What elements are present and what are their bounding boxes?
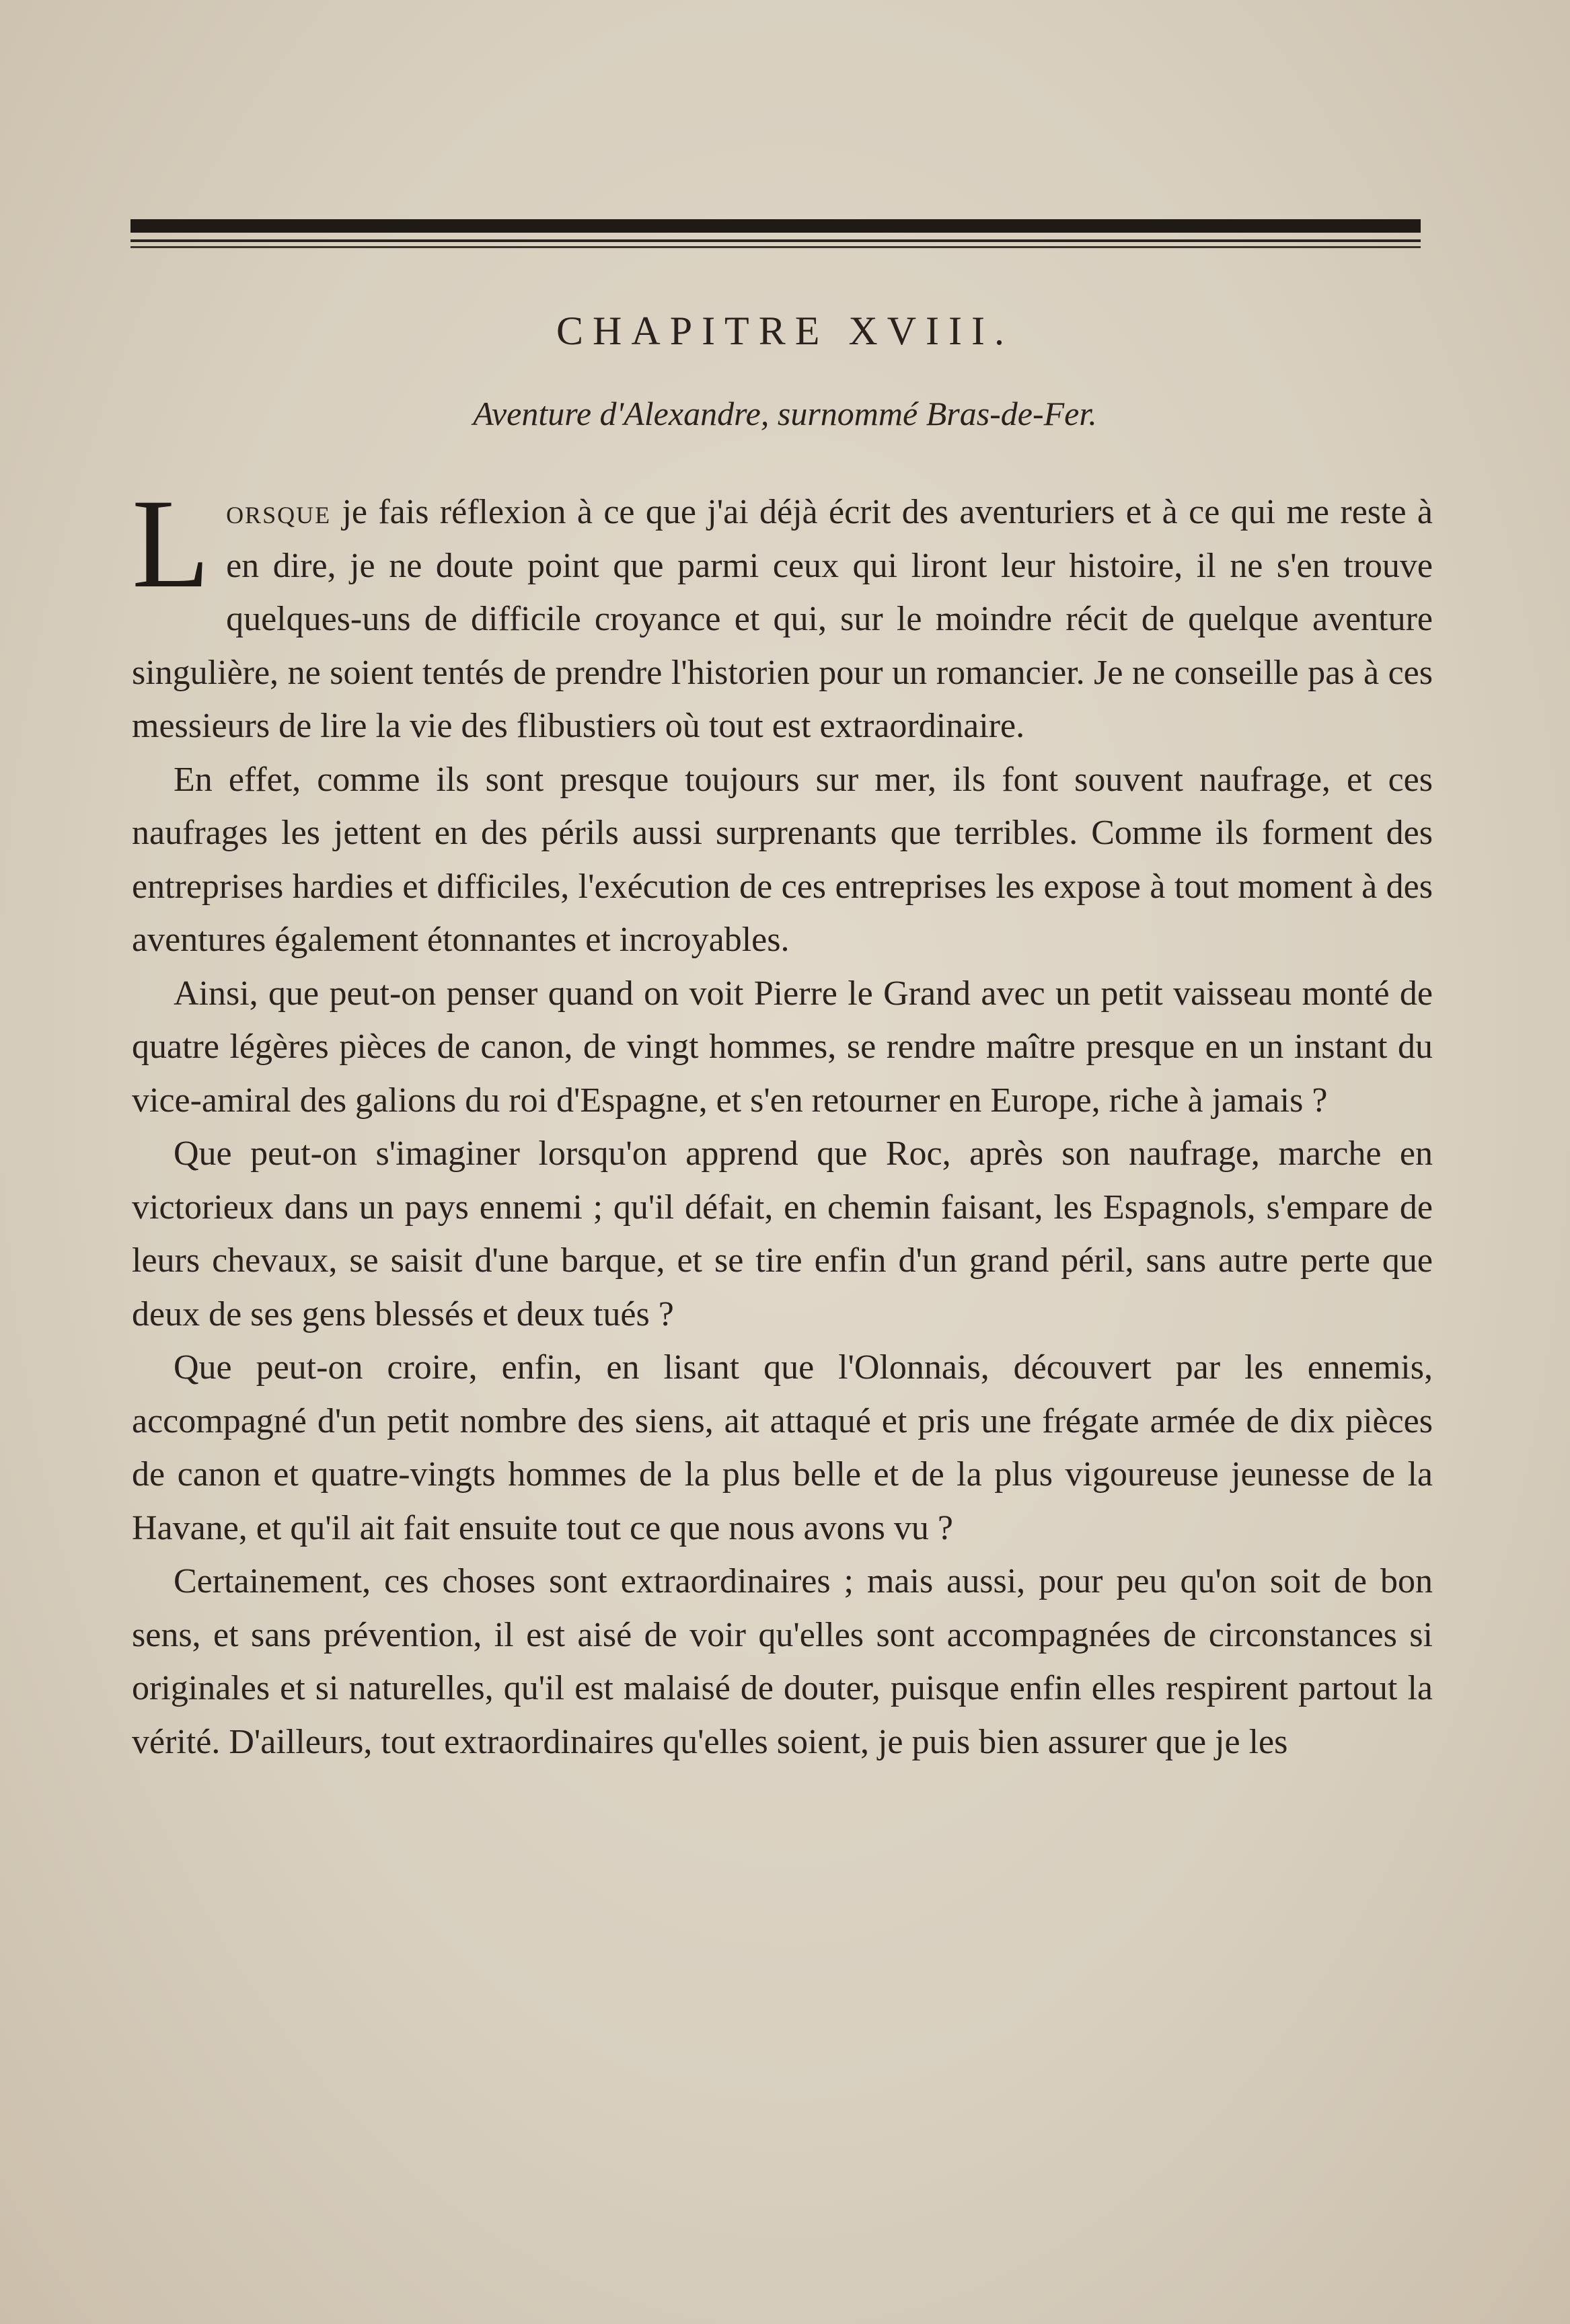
chapter-subtitle: Aventure d'Alexandre, surnommé Bras-de-Fer. <box>473 395 1097 432</box>
paragraph-2: En effet, comme ils sont presque toujours sur mer, ils font souvent naufrage, et ces naufrages les jettent en des périls aussi surprenants que terribles. Comme ils forment des entreprises hardies et difficiles, l'exécution de ces entreprises les expose à tout moment à des aventures également étonnantes et incroyables. <box>132 760 1433 959</box>
paragraph-1-text: je fais réflexion à ce que j'ai déjà écrit des aventuriers et à ce qui me reste à en dire, je ne doute point que parmi ceux qui liront leur histoire, il ne s'en trouve quelques-uns de difficile croyance et qui, sur le moindre récit de quelque aventure singulière, ne soient tentés de prendre l'historien pour un romancier. Je ne conseille pas à ces messieurs de lire la vie des flibustiers où tout est extraordinaire. <box>132 493 1433 745</box>
paragraph-4: Que peut-on s'imaginer lorsqu'on apprend que Roc, après son naufrage, marche en victorieux dans un pays ennemi ; qu'il défait, en chemin faisant, les Espagnols, s'empare de leurs chevaux, se saisit d'une barque, et se tire enfin d'un grand péril, sans autre perte que deux de ses gens blessés et deux tués ? <box>132 1134 1433 1333</box>
header-rule-thick <box>130 219 1421 233</box>
chapter-title: CHAPITRE XVIII. <box>556 309 1014 353</box>
opening-smallcaps: orsque <box>226 493 332 531</box>
paragraph-6: Certainement, ces choses sont extraordinaires ; mais aussi, pour peu qu'on soit de bon sens, et sans prévention, il est aisé de voir qu'elles sont accompagnées de circonstances si originales et si naturelles, qu'il est malaisé de douter, puisque enfin elles respirent partout la vérité. D'ailleurs, tout extraordinaires qu'elles soient, je puis bien assurer que je les <box>132 1562 1433 1761</box>
drop-cap: L <box>132 473 211 615</box>
header-rule-thin <box>130 239 1421 242</box>
paragraph-3: Ainsi, que peut-on penser quand on voit Pierre le Grand avec un petit vaisseau monté de quatre légères pièces de canon, de vingt hommes, se rendre maître presque en un instant du vice-amiral des galions du roi d'Espagne, et s'en retourner en Europe, riche à jamais ? <box>132 974 1433 1120</box>
chapter-body <box>132 473 1433 1769</box>
paragraph-1 <box>132 473 1433 753</box>
header-rule-thin-lower <box>130 246 1421 248</box>
paragraph-5: Que peut-on croire, enfin, en lisant que l'Olonnais, découvert par les ennemis, accompagné d'un petit nombre des siens, ait attaqué et pris une frégate armée de dix pièces de canon et quatre-vingts hommes de la plus belle et de la plus vigoureuse jeunesse de la Havane, et qu'il ait fait ensuite tout ce que nous avons vu ? <box>132 1348 1433 1547</box>
